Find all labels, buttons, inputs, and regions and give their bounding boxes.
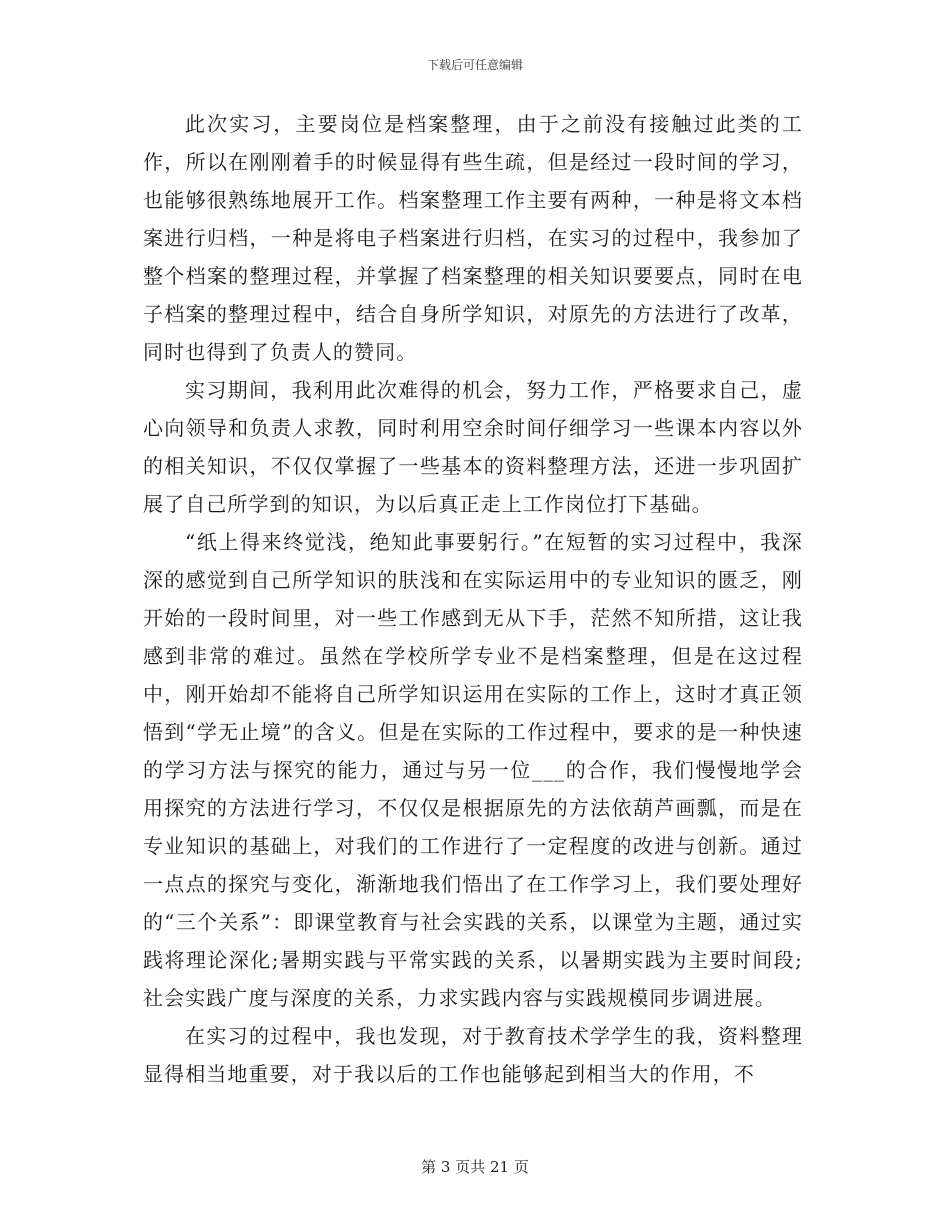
page-number: 第 3 页共 21 页 — [421, 1158, 529, 1176]
paragraph-1: 此次实习，主要岗位是档案整理，由于之前没有接触过此类的工作，所以在刚刚着手的时候显得有些生疏，但是经过一段时间的学习，也能够很熟练地展开工作。档案整理工作主要有两种，一种是将文本档案进行归档，一种是将电子档案进行归档，在实习的过程中，我参加了整个档案的整理过程，并掌握了档案整理的相关知识要要点，同时在电子档案的整理过程中，结合自身所学知识，对原先的方法进行了改革，同时也得到了负责人的赞同。 — [143, 112, 803, 364]
paragraph-2: 实习期间，我利用此次难得的机会，努力工作，严格要求自己，虚心向领导和负责人求教，同时利用空余时间仔细学习一些课本内容以外的相关知识，不仅仅掌握了一些基本的资料整理方法，还进一步巩固扩展了自己所学到的知识，为以后真正走上工作岗位打下基础。 — [143, 378, 803, 516]
document-body — [143, 105, 803, 1093]
paragraph-4: 在实习的过程中，我也发现，对于教育技术学学生的我，资料整理显得相当地重要，对于我以后的工作也能够起到相当大的作用，不 — [143, 1024, 803, 1086]
paragraph-3: “纸上得来终觉浅，绝知此事要躬行。”在短暂的实习过程中，我深深的感觉到自己所学知识的肤浅和在实际运用中的专业知识的匮乏，刚开始的一段时间里，对一些工作感到无从下手，茫然不知所措，这让我感到非常的难过。虽然在学校所学专业不是档案整理，但是在这过程中，刚开始却不能将自己所学知识运用在实际的工作上，这时才真正领悟到“学无止境”的含义。但是在实际的工作过程中，要求的是一种快速的学习方法与探究的能力，通过与另一位___的合作，我们慢慢地学会用探究的方法进行学习，不仅仅是根据原先的方法依葫芦画瓢，而是在专业知识的基础上，对我们的工作进行了一定程度的改进与创新。通过一点点的探究与变化，渐渐地我们悟出了在工作学习上，我们要处理好的“三个关系”：即课堂教育与社会实践的关系，以课堂为主题，通过实践将理论深化;暑期实践与平常实践的关系，以暑期实践为主要时间段;社会实践广度与深度的关系，力求实践内容与实践规模同步调进展。 — [143, 530, 803, 1010]
header-note: 下载后可任意编辑 — [426, 58, 523, 72]
